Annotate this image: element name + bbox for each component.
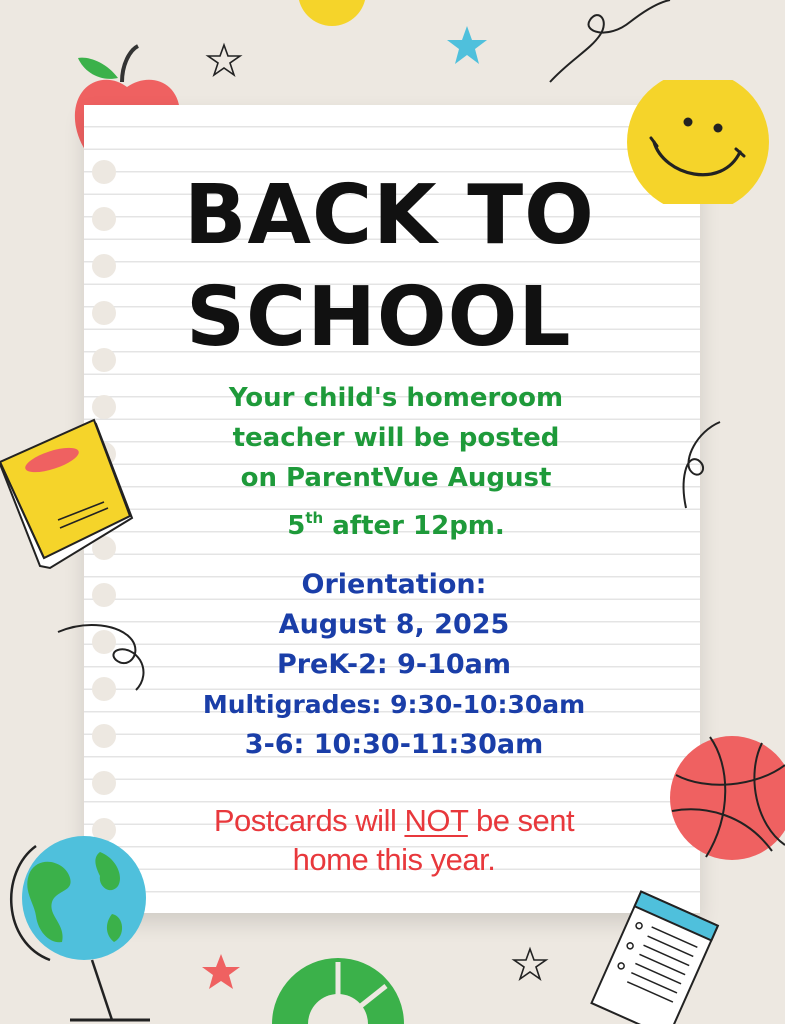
binder-hole <box>92 160 116 184</box>
notebook-paper <box>84 105 700 913</box>
binder-hole <box>92 254 116 278</box>
binder-hole <box>92 583 116 607</box>
binder-hole <box>92 724 116 748</box>
schedule-item: 3-6: 10:30-11:30am <box>244 729 544 760</box>
orientation-heading: Orientation: <box>301 569 487 600</box>
homeroom-announcement <box>146 378 646 546</box>
intro-day: 5 <box>287 511 306 541</box>
star-outline-icon <box>510 946 550 984</box>
schedule-item: PreK-2: 9-10am <box>276 649 512 680</box>
postcard-notice <box>124 801 664 879</box>
note-emphasis: NOT <box>404 803 468 838</box>
protractor-icon <box>268 952 408 1024</box>
title-line-1: BACK TO <box>184 168 595 263</box>
title-line-2: SCHOOL <box>186 270 572 365</box>
schedule-item: Multigrades: 9:30-10:30am <box>202 690 586 719</box>
notepad-icon <box>574 890 726 1024</box>
intro-line-1: Your child's homeroom <box>228 383 564 413</box>
globe-icon <box>0 832 160 1024</box>
star-icon <box>200 952 242 992</box>
note-before: Postcards will <box>213 803 405 838</box>
basketball-icon <box>666 735 785 861</box>
star-icon <box>445 24 489 68</box>
note-after: be sent <box>467 803 575 838</box>
binder-hole <box>92 301 116 325</box>
intro-day-suffix: th <box>305 509 324 527</box>
orientation-schedule <box>124 565 664 765</box>
note-line-2: home this year. <box>292 842 496 877</box>
squiggle-icon <box>540 0 680 90</box>
intro-line-4: after 12pm. <box>323 511 505 541</box>
book-icon <box>0 418 136 570</box>
star-outline-icon <box>204 42 244 80</box>
smiley-face-icon <box>626 80 770 204</box>
binder-hole <box>92 771 116 795</box>
squiggle-icon <box>56 620 150 692</box>
sun-icon <box>296 0 368 28</box>
intro-line-2: teacher will be posted <box>232 423 560 453</box>
orientation-date: August 8, 2025 <box>278 609 510 640</box>
squiggle-icon <box>676 420 726 512</box>
flyer-title <box>184 165 644 369</box>
binder-hole <box>92 395 116 419</box>
binder-hole <box>92 348 116 372</box>
binder-hole <box>92 207 116 231</box>
intro-line-3: on ParentVue August <box>240 463 552 493</box>
